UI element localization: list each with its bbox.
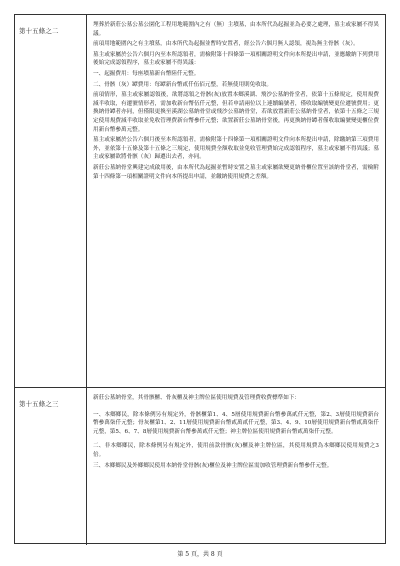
article-paragraph: 新莊公墓納骨堂興建完成啟用後，由本所代為起掘並暫時安置之墓主或家屬欲變更納骨櫃位置至該納骨堂者，需檢附第十四條第一項相關證明文件向本所提出申請，並繳納使用規費之差額。 <box>93 164 379 180</box>
article-paragraph: 墓主或家屬於公告六個月後至本所認領者，需檢附第十四條第一項相關證明文件向本所提出申請，除繳納第三項費用外，並依第十五條及第十五條之三規定，使用規費全額收取並免收管理費始完成認領程序，墓主或家屬不得異議；墓主或家屬欲將骨骸（灰）歸遷出去者，亦同。 <box>93 137 379 161</box>
article-row <box>15 388 385 545</box>
article-row <box>15 15 385 388</box>
article-paragraph: 前項用地範圍內之有主墳墓，由本所代為起掘並暫時安置者，經公告六個月無人認領，視為無主骨骸（灰）。 <box>93 41 359 48</box>
page-number: 第 5 頁，共 8 頁 <box>177 551 223 558</box>
fee-item: 一、本鄉鄉民，除本條例另有規定外，骨骸櫃第1、4、5層使用規費新台幣參萬貳仟元整，第2、3層使用規費新台幣參萬柒仟元整；骨灰櫃第1、2、11層使用規費新台幣貳萬貳仟元整，第3、4、9、10層使用規費新台幣貳萬柒仟元整，第5、6、7、8層使用規費新台幣參萬貳仟元整；神主牌位區使用規費新台幣貳萬柒仟元整。 <box>93 411 379 435</box>
regulation-table <box>14 14 386 544</box>
article-paragraph: 埋葬於新莊公墓公墓公園化工程用地範圍內之有（無）主墳墓，由本所代為起掘並為必要之處理，墓主或家屬不得異議。 <box>93 22 379 37</box>
fee-item: 三、本鄉鄉民及外鄉鄉民使用本納骨堂骨骸(灰)櫃位及神主牌位區需加收管理費新台幣參仟元整。 <box>93 462 333 469</box>
article-intro: 新莊公墓納骨堂，其骨骸櫃、骨灰櫃及神主牌位區使用規費及管理費收費標準如下： <box>93 395 300 401</box>
article-paragraph: 墓主或家屬於公告六個月內至本所認領者，需檢附第十四條第一項相關證明文件向本所提出申請，並應繳納下列費用後始完成認領程序，墓主或家屬不得異議： <box>93 51 379 67</box>
article-content <box>87 15 385 387</box>
article-label: 第十五條之三 <box>15 388 87 545</box>
article-content <box>87 388 385 545</box>
fee-item: 二、非本鄉鄉民，除本條例另有規定外，使用前款骨骸(灰)櫃及神主牌位區，其使用規費為本鄉鄉民使用規費之3倍。 <box>93 443 379 458</box>
fee-item: 一、起掘費用：每座墳墓新台幣陸仟元整。 <box>93 70 200 77</box>
fee-item: 二、骨骸（灰）罈費用：每罈新台幣貳仟伍佰元整，若無使用則免收取。 <box>93 81 273 88</box>
article-paragraph: 前項情形，墓主或家屬認領後，欲將認領之骨骸(灰)放置本鄉溪湖、飛沙公墓納骨堂者，依第十五條規定，使用規費減半收取，有遷號情形者，需加收新台幣伍仟元整，但若申請兩位以上連續編號者，僅收取編號變更位遷號費用；更換納骨罈者亦同，但僅限更換至溪湖公墓納骨堂或飛沙公墓納骨堂，若欲放置新莊公墓納骨堂者，依第十五條之三規定使用規費減半收取並免收管理費新台幣參仟元整；欲置新莊公墓納骨堂後，再更換納骨罈者僅收取編號變更櫃位費用新台幣參萬元整。 <box>93 92 379 133</box>
article-label: 第十五條之二 <box>15 15 87 387</box>
